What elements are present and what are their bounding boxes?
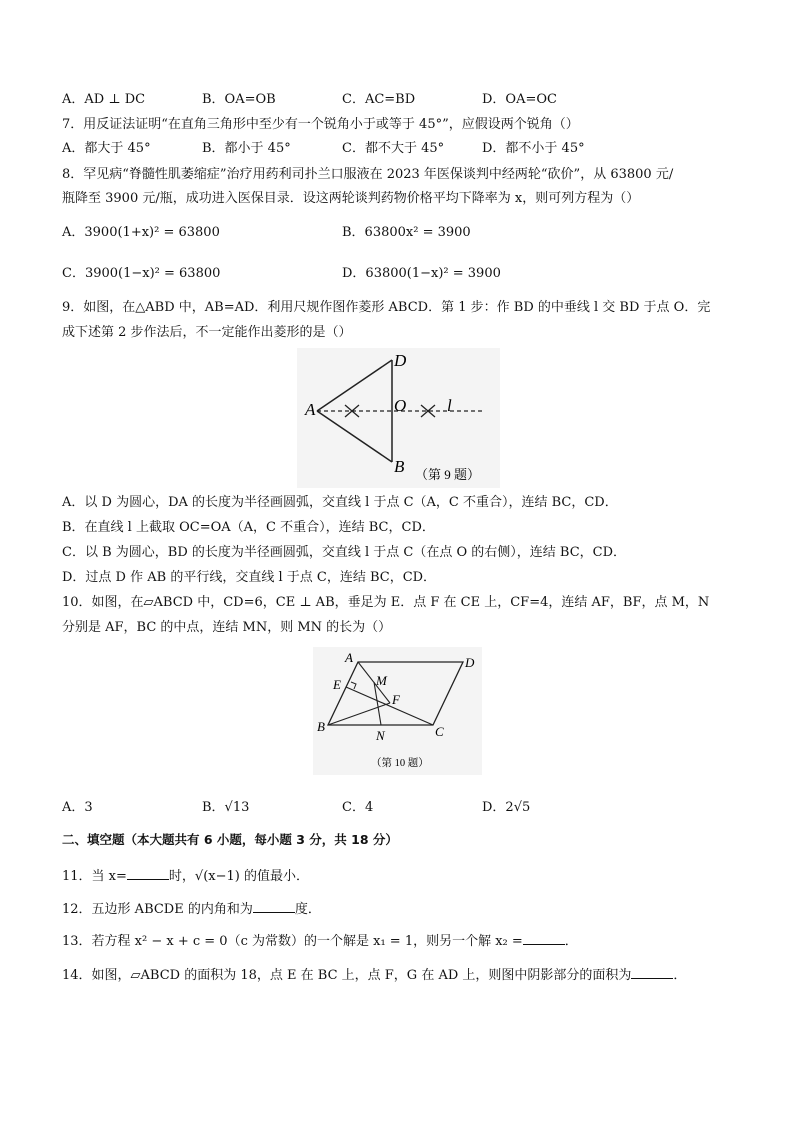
- q10-caption: （第 10 题）: [371, 758, 429, 769]
- q7-option-d: D．都不小于 45°: [482, 141, 585, 156]
- q8-option-b: B．63800x² = 3900: [342, 225, 471, 240]
- q12-text-before: 12．五边形 ABCDE 的内角和为: [62, 902, 253, 917]
- q8-stem-line1: 8．罕见病“脊髓性肌萎缩症”治疗用药利司扑兰口服液在 2023 年医保谈判中经两轮“砍价”，从 63800 元/: [62, 167, 674, 182]
- q12: [62, 898, 321, 920]
- label-l: l: [447, 396, 452, 415]
- q10-option-a: A．3: [62, 800, 93, 815]
- label-f: F: [392, 692, 400, 707]
- q9-caption: （第 9 题）: [415, 467, 481, 482]
- q8-options-row2: [62, 264, 754, 284]
- q10-option-d: D．2√5: [482, 800, 531, 815]
- q9-stem-line1: 9．如图，在△ABD 中，AB=AD．利用尺规作图作菱形 ABCD．第 1 步：作 BD 的中垂线 l 交 BD 于点 O．完: [62, 300, 711, 315]
- q14: [62, 964, 686, 986]
- label-d: D: [394, 351, 407, 370]
- q10-stem-line2: 分别是 AF，BC 的中点，连结 MN，则 MN 的长为（）: [62, 620, 392, 635]
- q9-option-b: B．在直线 l 上截取 OC=OA（A，C 不重合），连结 BC，CD．: [62, 520, 435, 535]
- label-o: O: [394, 396, 407, 415]
- q11: [62, 865, 309, 887]
- q14-text-after: ．: [673, 968, 687, 983]
- q9-stem-line2: 成下述第 2 步作法后，不一定能作出菱形的是（）: [62, 325, 352, 340]
- q7-options: [62, 139, 754, 159]
- section-2-heading: 二、填空题（本大题共有 6 小题，每小题 3 分，共 18 分）: [62, 832, 398, 847]
- q6-option-b: B．OA=OB: [202, 92, 276, 107]
- q13-text-after: ．: [564, 934, 578, 949]
- q10-option-c: C．4: [342, 800, 374, 815]
- label-m: M: [376, 673, 387, 688]
- q13-answer-blank[interactable]: [523, 930, 565, 945]
- q9-option-c: C．以 B 为圆心，BD 的长度为半径画圆弧，交直线 l 于点 C（在点 O 的右侧），连结 BC，CD．: [62, 545, 627, 560]
- q8-option-d: D．63800(1−x)² = 3900: [342, 266, 501, 281]
- q10-figure: [313, 647, 482, 775]
- q14-text-before: 14．如图，▱ABCD 的面积为 18，点 E 在 BC 上，点 F，G 在 AD 上，则图中阴影部分的面积为: [62, 968, 632, 983]
- q11-text-after: 时，√(x−1) 的值最小．: [168, 869, 309, 884]
- q7-stem: 7．用反证法证明“在直角三角形中至少有一个锐角小于或等于 45°”，应假设两个锐角（）: [62, 117, 579, 132]
- q10-stem-line1: 10．如图，在▱ABCD 中，CD=6，CE ⊥ AB，垂足为 E．点 F 在 CE 上，CF=4，连结 AF，BF，点 M，N: [62, 595, 710, 610]
- q6-options: [62, 90, 754, 110]
- label-b: B: [317, 719, 325, 734]
- q11-text-before: 11．当 x=: [62, 869, 127, 884]
- q10-options: [62, 798, 754, 818]
- q10-option-b: B．√13: [202, 800, 250, 815]
- q10-figure-background: [313, 647, 482, 775]
- q6-option-c: C．AC=BD: [342, 92, 416, 107]
- q12-text-after: 度．: [294, 902, 321, 917]
- label-d: D: [465, 655, 475, 670]
- label-n: N: [376, 728, 385, 743]
- q8-option-c: C．3900(1−x)² = 63800: [62, 266, 221, 281]
- label-a: A: [305, 400, 316, 419]
- q8-option-a: A．3900(1+x)² = 63800: [62, 225, 220, 240]
- label-e: E: [333, 677, 341, 692]
- q9-figure: [297, 348, 500, 488]
- q14-answer-blank[interactable]: [631, 964, 673, 979]
- q6-option-a: A．AD ⊥ DC: [62, 92, 146, 107]
- q9-option-d: D．过点 D 作 AB 的平行线，交直线 l 于点 C，连结 BC，CD．: [62, 570, 437, 585]
- q6-option-d: D．OA=OC: [482, 92, 557, 107]
- q13: [62, 930, 578, 952]
- q7-option-a: A．都大于 45°: [62, 141, 151, 156]
- q9-option-a: A．以 D 为圆心，DA 的长度为半径画圆弧，交直线 l 于点 C（A，C 不重合），连结 BC，CD．: [62, 495, 618, 510]
- label-a: A: [345, 650, 353, 665]
- q8-stem-line2: 瓶降至 3900 元/瓶，成功进入医保目录．设这两轮谈判药物价格平均下降率为 x，则可列方程为（）: [62, 191, 640, 206]
- q8-options-row1: [62, 223, 754, 243]
- q7-option-c: C．都不大于 45°: [342, 141, 445, 156]
- q7-option-b: B．都小于 45°: [202, 141, 291, 156]
- label-b: B: [394, 457, 405, 476]
- q12-answer-blank[interactable]: [253, 898, 295, 913]
- q13-text-before: 13．若方程 x² − x + c = 0（c 为常数）的一个解是 x₁ = 1，则另一个解 x₂ =: [62, 934, 523, 949]
- q11-answer-blank[interactable]: [127, 865, 169, 880]
- label-c: C: [435, 724, 444, 739]
